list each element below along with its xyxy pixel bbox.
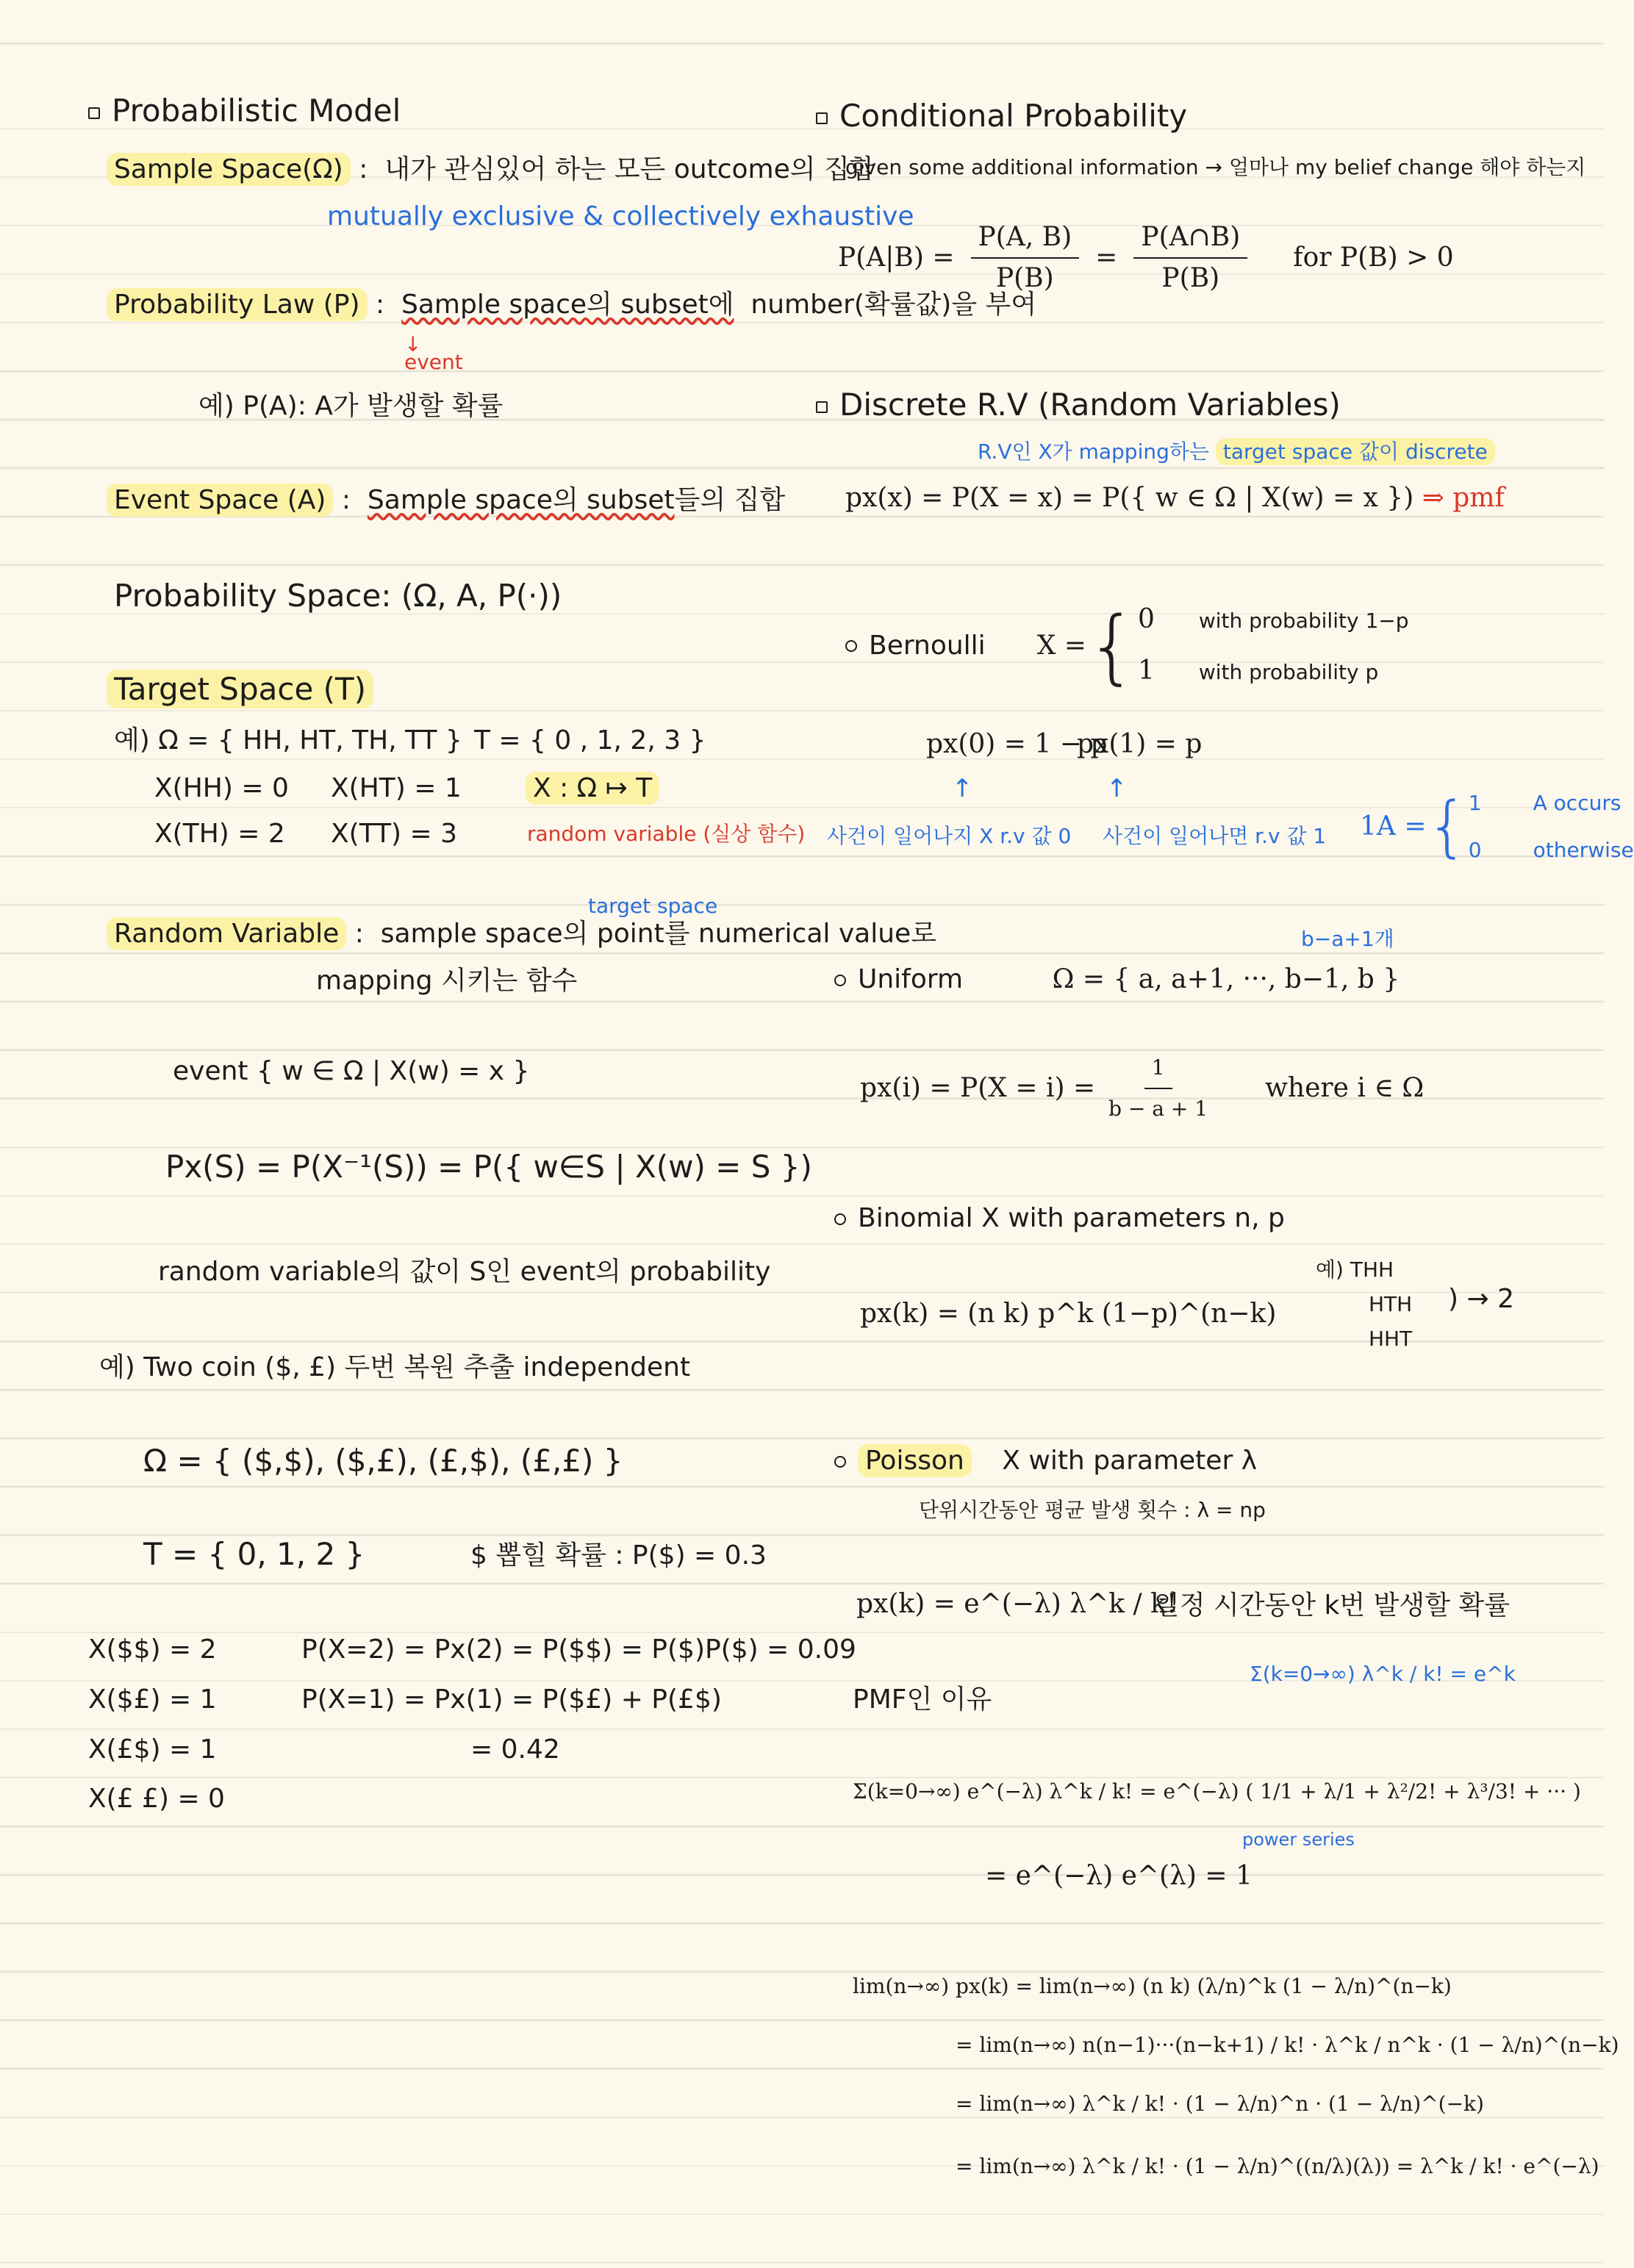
- coin-omega: Ω = { ($,$), ($,£), (£,$), (£,£) }: [143, 1443, 623, 1479]
- cond-frac-2: $\frac{P(A\cap B)}{P(B)}$: [1133, 220, 1247, 295]
- binom-ex-c: HHT: [1369, 1327, 1413, 1351]
- bullet-icon: [834, 975, 846, 986]
- bullet-icon: [834, 1213, 846, 1225]
- lim-line-2: = lim(n→∞) n(n−1)···(n−k+1) / k! · λ^k / n^k · (1 − λ/n)^(n−k): [956, 2033, 1619, 2057]
- lim-line-3: = lim(n→∞) λ^k / k! · (1 − λ/n)^n · (1 − λ/n)^(−k): [956, 2092, 1484, 2116]
- x-dd: X($$) = 2: [88, 1634, 217, 1665]
- cond-desc: given some additional information → 얼마나 my belief change 해야 하는지: [845, 155, 1586, 179]
- section-discrete-rv: [816, 388, 1341, 422]
- arrow-up-icon: ↑: [1106, 774, 1128, 803]
- pois-series-note: Σ(k=0→∞) λ^k / k! = e^k: [1250, 1662, 1516, 1686]
- rv-desc-b: mapping 시키는 함수: [316, 966, 578, 996]
- event-space-label: Event Space (A): [107, 484, 333, 517]
- rv-label: Random Variable: [107, 917, 346, 950]
- event-space-desc-a: Sample space의 subset: [367, 485, 675, 515]
- prob-law-desc-b: number(확률값)을 부여: [750, 290, 1037, 320]
- pois-label: Poisson: [858, 1444, 972, 1477]
- event-space-line: Event Space (A) : Sample space의 subset들의 집합: [107, 484, 785, 517]
- pois-rate: 단위시간동안 평균 발생 횟수 : λ = np: [919, 1498, 1266, 1522]
- drv-pmf-line: [845, 481, 1505, 515]
- bern-x: X =: [1036, 631, 1086, 661]
- binom-pmf: px(k) = (n k) p^k (1−p)^(n−k): [860, 1299, 1277, 1329]
- x-pd: X(£$) = 1: [88, 1734, 217, 1765]
- calc-x1: P(X=1) = Px(1) = P($£) + P(£$): [301, 1684, 722, 1715]
- pois-meaning: 일정 시간동안 k번 발생할 확률: [1154, 1590, 1510, 1621]
- prob-law-desc-a: Sample space의 subset에: [401, 290, 734, 320]
- event-def: event { w ∈ Ω | X(w) = x }: [173, 1056, 530, 1086]
- drv-note-a: R.V인 X가 mapping하는: [978, 439, 1209, 464]
- event-arrow-icon: ↓: [404, 332, 422, 356]
- target-space-note: target space: [588, 894, 718, 918]
- bullet-icon: [816, 112, 828, 124]
- unif-note: b−a+1개: [1301, 927, 1394, 951]
- sample-space-label: Sample Space(Ω): [107, 153, 351, 186]
- x-dp: X($£) = 1: [88, 1684, 217, 1715]
- bern-p0: px(0) = 1 − p: [926, 729, 1108, 759]
- bern-note-1: 사건이 일어나면 r.v 값 1: [1103, 824, 1327, 848]
- ex-xtt: X(TT) = 3: [331, 819, 458, 849]
- event-space-desc-b: 들의 집합: [674, 485, 786, 515]
- bern-p1: px(1) = p: [1077, 729, 1203, 759]
- binom-ex-b: HTH: [1369, 1292, 1413, 1316]
- uniform-line: [834, 963, 1400, 997]
- cond-frac-1: $\frac{P(A, B)}{P(B)}$: [971, 220, 1080, 295]
- section-probabilistic-model: [88, 94, 401, 128]
- ex-map: X : Ω ↦ T: [526, 772, 659, 805]
- bullet-icon: [834, 1456, 846, 1468]
- prob-law-line: Probability Law (P) : Sample space의 subset에 number(확률값)을 부여: [107, 288, 1036, 322]
- ex-xth: X(TH) = 2: [154, 819, 285, 849]
- sample-space-props: mutually exclusive & collectively exhaustive: [327, 201, 914, 232]
- pois-sum-result: = e^(−λ) e^(λ) = 1: [985, 1861, 1253, 1891]
- bern-label: Bernoulli: [869, 631, 986, 661]
- ind-cases: 1 A occurs 0 otherwise: [1468, 791, 1634, 862]
- section-conditional: [816, 99, 1187, 133]
- ex-target: T = { 0 , 1, 2, 3 }: [474, 725, 706, 756]
- prob-space: Probability Space: (Ω, A, P(·)): [114, 578, 562, 614]
- lim-line-4: = lim(n→∞) λ^k / k! · (1 − λ/n)^((n/λ)(λ)) = λ^k / k! · e^(−λ): [956, 2154, 1599, 2178]
- ex-omega: 예) Ω = { HH, HT, TH, TT }: [114, 725, 462, 756]
- ex-rv-note: random variable (실상 함수): [527, 822, 806, 846]
- cond-condition: for P(B) > 0: [1293, 243, 1454, 273]
- ind-lhs: 1A =: [1360, 811, 1427, 841]
- drv-note: [978, 435, 1495, 469]
- bern-cases: 0 with probability 1−p 1 with probability p: [1137, 604, 1409, 686]
- ex-xht: X(HT) = 1: [331, 773, 462, 803]
- prob-law-label: Probability Law (P): [107, 288, 368, 321]
- bernoulli-line: [845, 599, 1409, 693]
- rv-line: Random Variable : sample space의 point를 numerical value로: [107, 917, 936, 951]
- target-space-label: Target Space (T): [107, 670, 373, 708]
- arrow-up-icon: ↑: [952, 774, 973, 803]
- pois-sum: Σ(k=0→∞) e^(−λ) λ^k / k! = e^(−λ) ( 1/1 + λ/1 + λ²/2! + λ³/3! + ··· ): [853, 1779, 1581, 1804]
- ind-brace: {: [1426, 788, 1469, 865]
- unif-frac: $\frac{1}{b - a + 1}$: [1101, 1051, 1215, 1126]
- coin-target: T = { 0, 1, 2 }: [143, 1536, 365, 1572]
- rv-prob: random variable의 값이 S인 event의 probability: [158, 1257, 771, 1287]
- sample-space-desc: 내가 관심있어 하는 모든 outcome의 집합: [384, 154, 875, 184]
- example-pa: 예) P(A): A가 발생할 확률: [198, 391, 504, 421]
- bullet-icon: [845, 640, 857, 652]
- cond-title: Conditional Probability: [839, 98, 1188, 134]
- unif-label: Uniform: [858, 964, 964, 994]
- sample-space-line: Sample Space(Ω) : 내가 관심있어 하는 모든 outcome의 집합: [107, 153, 875, 187]
- right-column: [816, 0, 1634, 2268]
- bern-brace: {: [1086, 599, 1138, 693]
- binomial-line: [834, 1202, 1285, 1235]
- event-note: event: [404, 350, 463, 374]
- drv-pmf: px(x) = P(X = x) = P({ w ∈ Ω | X(w) = x }): [845, 483, 1414, 513]
- coin-example: 예) Two coin ($, £) 두번 복원 추출 independent: [99, 1352, 691, 1382]
- binom-ex-a: 예) THH: [1316, 1257, 1394, 1282]
- px-s: Px(S) = P(X⁻¹(S)) = P({ w∈S | X(w) = S }): [165, 1149, 812, 1185]
- unif-omega: Ω = { a, a+1, ···, b−1, b }: [1052, 964, 1400, 994]
- bullet-icon: [816, 401, 828, 413]
- coin-prob: $ 뽑힐 확률 : P($) = 0.3: [470, 1540, 767, 1571]
- rv-desc-a: sample space의 point를 numerical value로: [380, 919, 936, 949]
- unif-where: where i ∈ Ω: [1265, 1073, 1425, 1103]
- unif-pmf: px(i) = P(X = i) = $\frac{1}{b - a + 1}$ where i ∈ Ω: [860, 1051, 1424, 1126]
- indicator-def: [1360, 786, 1634, 867]
- section-title: Probabilistic Model: [112, 93, 401, 129]
- drv-note-b: target space 값이 discrete: [1216, 438, 1495, 465]
- target-space-line: [107, 672, 373, 706]
- pois-param: X with parameter λ: [1002, 1446, 1257, 1476]
- drv-pmf-arrow: ⇒ pmf: [1422, 483, 1505, 513]
- binom-ex-arrow: ) → 2: [1448, 1284, 1514, 1314]
- calc-x2: P(X=2) = Px(2) = P($$) = P($)P($) = 0.09: [301, 1634, 856, 1665]
- x-pp: X(£ £) = 0: [88, 1784, 225, 1814]
- calc-x1-result: = 0.42: [470, 1734, 560, 1765]
- pois-why: PMF인 이유: [853, 1684, 992, 1715]
- poisson-line: [834, 1444, 1257, 1478]
- bern-note-0: 사건이 일어나지 X r.v 값 0: [827, 824, 1072, 848]
- ex-xhh: X(HH) = 0: [154, 773, 289, 803]
- lim-line-1: lim(n→∞) px(k) = lim(n→∞) (n k) (λ/n)^k (1 − λ/n)^(n−k): [853, 1974, 1452, 1998]
- cond-lhs: P(A|B) =: [838, 243, 955, 273]
- ex-map-line: [526, 772, 659, 805]
- bullet-icon: [88, 107, 100, 119]
- pois-pmf: px(k) = e^(−λ) λ^k / k!: [856, 1589, 1178, 1619]
- power-series-note: power series: [1242, 1829, 1355, 1850]
- drv-title: Discrete R.V (Random Variables): [839, 387, 1341, 423]
- binom-label: Binomial X with parameters n, p: [858, 1203, 1285, 1233]
- cond-formula: P(A|B) = $\frac{P(A, B)}{P(B)}$ = $\frac{P(A\cap B)}{P(B)}$ for P(B) > 0: [838, 220, 1454, 295]
